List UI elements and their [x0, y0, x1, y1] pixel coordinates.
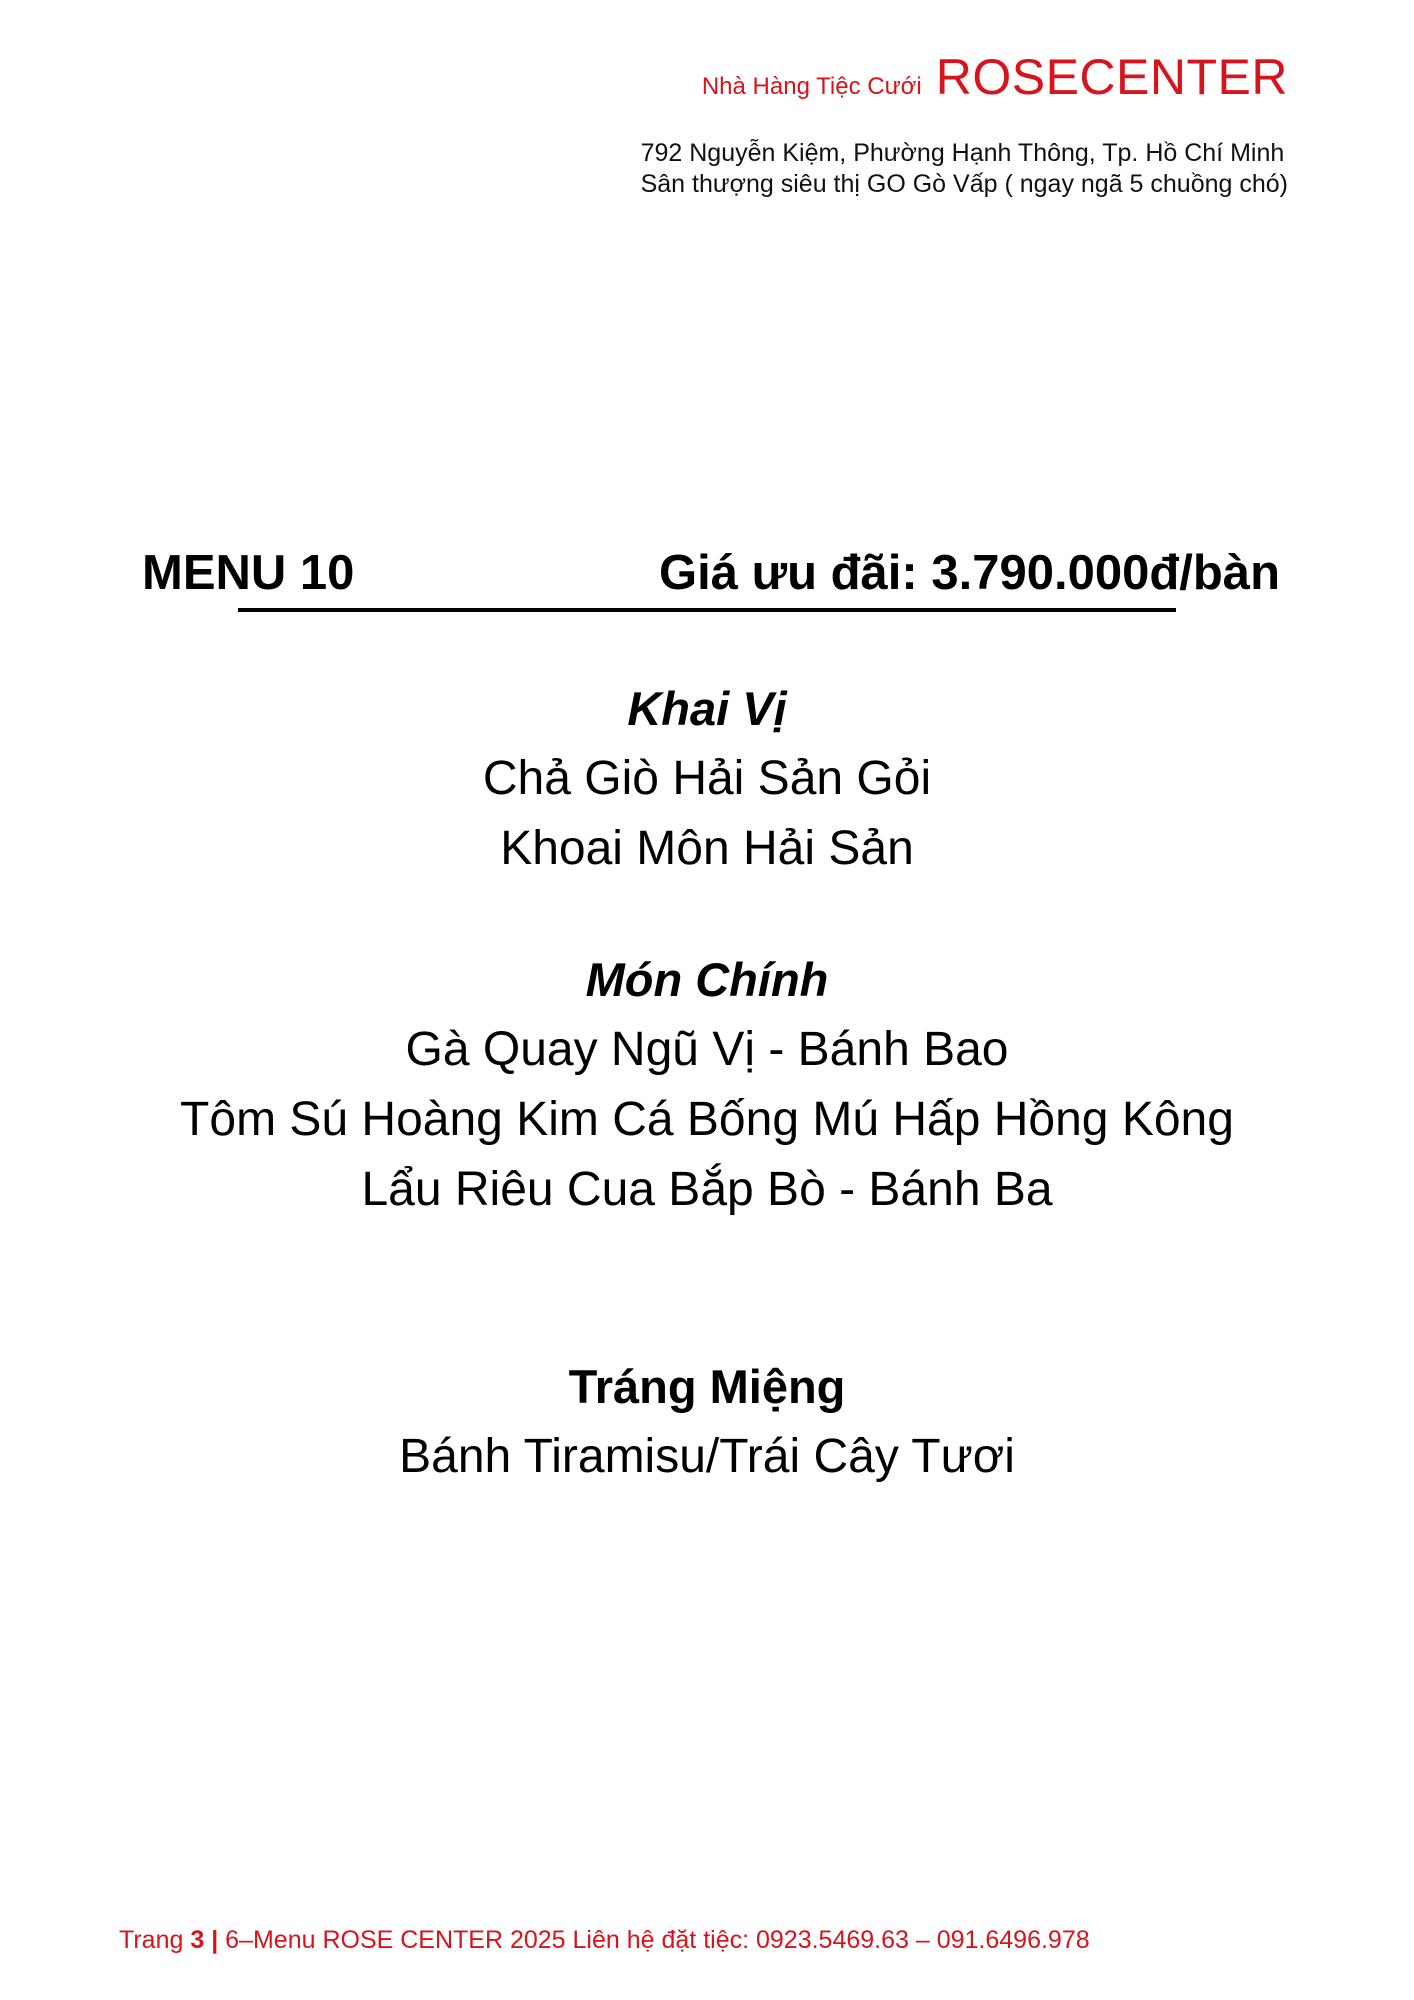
dish-item: Bánh Tiramisu/Trái Cây Tươi — [399, 1430, 1015, 1483]
dish-item: Khoai Môn Hải Sản — [500, 822, 914, 875]
dish-item: Lẩu Riêu Cua Bắp Bò - Bánh Ba — [361, 1163, 1053, 1216]
course-title: Khai Vị — [627, 682, 787, 735]
menu-title: MENU 10 — [142, 546, 355, 600]
brand-prefix: Nhà Hàng Tiệc Cưới — [701, 73, 922, 100]
course-main — [0, 945, 1414, 1225]
dish-item: Gà Quay Ngũ Vị - Bánh Bao — [405, 1023, 1009, 1076]
restaurant-header — [701, 49, 1288, 105]
course-title: Tráng Miệng — [568, 1360, 846, 1413]
course-dessert — [0, 1352, 1414, 1492]
course-appetizer — [0, 674, 1414, 884]
address-line-2: Sân thượng siêu thị GO Gò Vấp ( ngay ngã 5 chuồng chó) — [640, 170, 1288, 198]
brand-line — [701, 49, 1288, 105]
brand-name: ROSECENTER — [935, 49, 1288, 105]
menu-price: Giá ưu đãi: 3.790.000đ/bàn — [659, 546, 1280, 600]
page-footer — [119, 1926, 1090, 1955]
menu-underline — [238, 608, 1176, 612]
course-title: Món Chính — [585, 953, 829, 1006]
footer-page-prefix: Trang — [119, 1926, 184, 1954]
restaurant-address — [641, 138, 1288, 200]
footer-separator: | — [211, 1926, 219, 1954]
menu-header — [0, 545, 1414, 605]
footer-page-number: 3 — [190, 1926, 205, 1954]
dish-item: Tôm Sú Hoàng Kim Cá Bống Mú Hấp Hồng Kông — [180, 1093, 1234, 1146]
address-line-1: 792 Nguyễn Kiệm, Phường Hạnh Thông, Tp. Hồ Chí Minh — [640, 139, 1285, 167]
dish-item: Chả Giò Hải Sản Gỏi — [482, 752, 932, 805]
footer-text: 6–Menu ROSE CENTER 2025 Liên hệ đặt tiệc: 0923.5469.63 – 091.6496.978 — [225, 1926, 1090, 1954]
